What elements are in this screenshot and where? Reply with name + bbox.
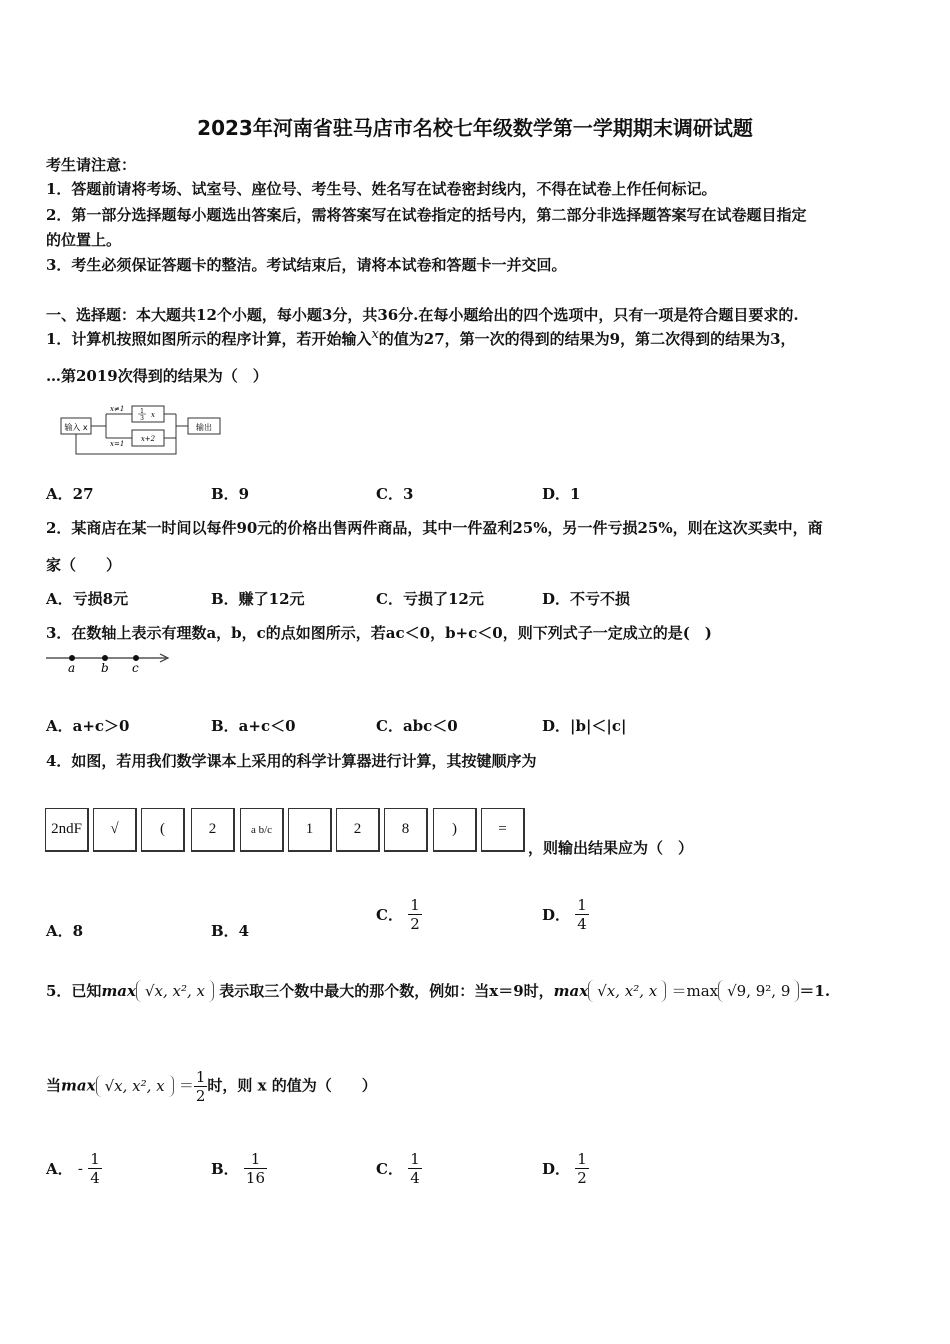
q3-number-line <box>44 648 174 676</box>
q5-line2: 当max √x, x², x ＝ $\frac{1}{2}$ 时，则 x 的值为（ ） <box>46 1068 377 1105</box>
q4-option-b[interactable]: B．4 <box>211 922 250 940</box>
q2-option-b[interactable]: B．赚了12元 <box>211 590 305 608</box>
flow-op2: x+2 <box>140 435 156 443</box>
key-2ndf: 2ndF <box>45 808 89 852</box>
q5-line1: 5．已知max √x, x², x 表示取三个数中最大的那个数，例如：当x＝9时，max √x, x², x ＝max √9, 9², 9 ＝1. <box>46 982 831 1000</box>
flow-op1-den: 3 <box>140 415 144 422</box>
q3-option-c[interactable]: C．abc＜0 <box>376 717 458 735</box>
q1-option-b[interactable]: B．9 <box>211 485 250 503</box>
q2-option-c[interactable]: C．亏损了12元 <box>376 590 484 608</box>
notice-item-1: 1．答题前请将考场、试室号、座位号、考生号、姓名写在试卷密封线内，不得在试卷上作任何标记。 <box>46 180 717 198</box>
key-left-paren: ( <box>141 808 185 852</box>
notice-heading: 考生请注意： <box>46 156 137 174</box>
q5-option-b[interactable]: B． $\frac{1}{16}$ <box>211 1150 266 1187</box>
key-1: 1 <box>288 808 332 852</box>
q3-option-b[interactable]: B．a+c＜0 <box>211 717 296 735</box>
q4-tail: ，则输出结果应为（ ） <box>528 839 694 857</box>
flow-cond-2: x=1 <box>110 440 125 448</box>
notice-item-3: 3．考生必须保证答题卡的整洁。考试结束后，请将本试卷和答题卡一并交回。 <box>46 256 567 274</box>
key-8: 8 <box>384 808 428 852</box>
q3-line: 3．在数轴上表示有理数a，b，c的点如图所示，若ac＜0，b+c＜0，则下列式子一定成立的是( ) <box>46 624 712 642</box>
key-equals: = <box>481 808 525 852</box>
key-right-paren: ) <box>433 808 477 852</box>
q4-option-c-fraction: $\frac{1}{2}$ <box>410 896 420 933</box>
flow-op1-num: 1 <box>140 408 144 415</box>
key-2b: 2 <box>336 808 380 852</box>
key-2: 2 <box>191 808 235 852</box>
q4-option-d[interactable]: D． $\frac{1}{4}$ <box>542 896 587 933</box>
q4-line: 4．如图，若用我们数学课本上采用的科学计算器进行计算，其按键顺序为 <box>46 752 537 770</box>
flow-input: 输入 x <box>64 423 88 432</box>
q2-option-a[interactable]: A．亏损8元 <box>46 590 129 608</box>
q3-option-a[interactable]: A．a+c＞0 <box>46 717 130 735</box>
q1-option-d[interactable]: D．1 <box>542 485 581 503</box>
q4-option-c[interactable]: C． $\frac{1}{2}$ <box>376 896 420 933</box>
q1-flowchart <box>58 400 228 460</box>
flow-op1-var: x <box>151 411 155 419</box>
q1-line2: …第2019次得到的结果为（ ） <box>46 367 268 385</box>
label-a: a <box>68 661 76 675</box>
q5-option-d[interactable]: D． $\frac{1}{2}$ <box>542 1150 587 1187</box>
q3-option-d[interactable]: D．|b|＜|c| <box>542 717 627 735</box>
q2-line1: 2．某商店在某一时间以每件90元的价格出售两件商品，其中一件盈利25%，另一件亏损25%，则在这次买卖中，商 <box>46 519 823 537</box>
q4-option-a[interactable]: A．8 <box>46 922 84 940</box>
notice-item-2: 2．第一部分选择题每小题选出答案后，需将答案写在试卷指定的括号内，第二部分非选择题答案写在试卷题目指定 <box>46 206 807 224</box>
q5-option-a[interactable]: A． - $\frac{1}{4}$ <box>46 1150 100 1187</box>
q4-option-d-fraction: $\frac{1}{4}$ <box>577 896 587 933</box>
flow-output: 输出 <box>196 423 212 432</box>
flow-cond-1: x≠1 <box>110 405 125 413</box>
q1-line1: 1．计算机按照如图所示的程序计算，若开始输入x的值为27，第一次的得到的结果为9，第二次得到的结果为3， <box>46 327 796 348</box>
q2-option-d[interactable]: D．不亏不损 <box>542 590 631 608</box>
section-heading: 一、选择题：本大题共12个小题，每小题3分，共36分.在每小题给出的四个选项中，只有一项是符合题目要求的. <box>46 306 799 324</box>
label-c: c <box>132 661 139 675</box>
page-title: 2023年河南省驻马店市名校七年级数学第一学期期末调研试题 <box>197 116 753 140</box>
label-b: b <box>101 661 109 675</box>
q1-option-a[interactable]: A．27 <box>46 485 94 503</box>
notice-item-2-cont: 的位置上。 <box>46 231 122 249</box>
key-fraction: a b/c <box>240 808 284 852</box>
q1-option-c[interactable]: C．3 <box>376 485 414 503</box>
q2-line2: 家（ ） <box>46 556 122 574</box>
key-sqrt: √ <box>93 808 137 852</box>
q5-option-c[interactable]: C． $\frac{1}{4}$ <box>376 1150 420 1187</box>
